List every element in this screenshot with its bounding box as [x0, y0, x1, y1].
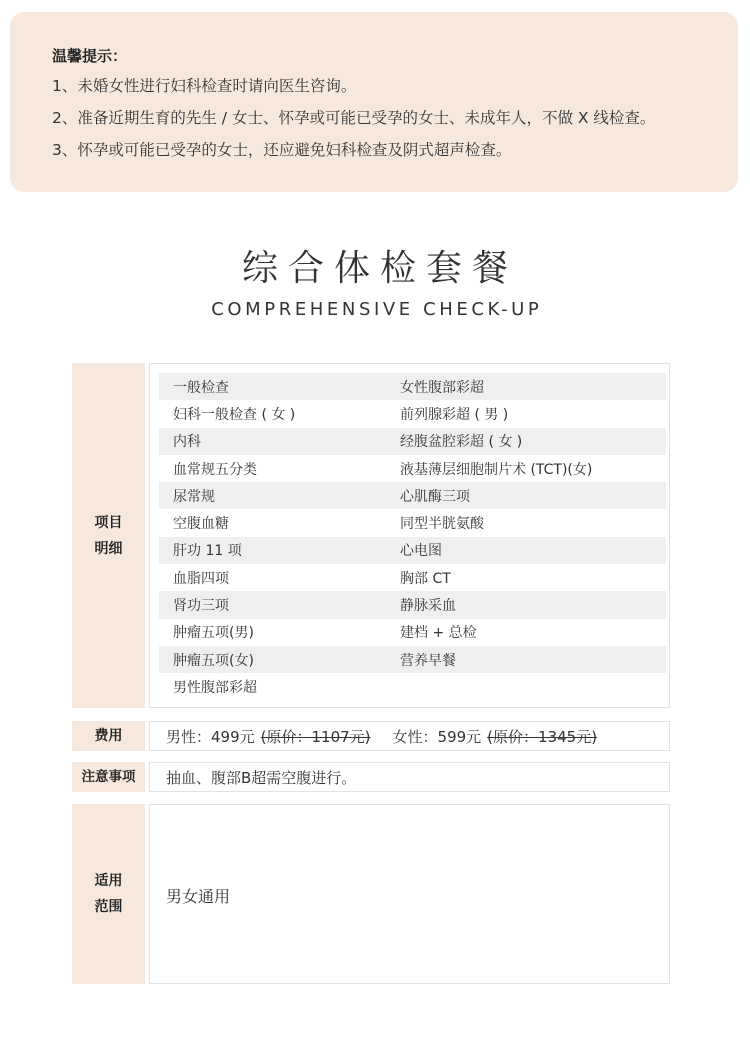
fee-male-original: (原价：1107元) [260, 727, 371, 746]
details-item-right: 营养早餐 [400, 652, 456, 669]
details-item-right: 心肌酶三项 [400, 488, 470, 505]
details-row [159, 509, 666, 536]
details-item-left: 内科 [173, 434, 201, 451]
details-item-left: 肝功 11 项 [173, 543, 242, 560]
notice-box [10, 12, 738, 192]
details-item-left: 肿瘤五项(男) [173, 625, 254, 642]
details-item-left: 肾功三项 [173, 598, 229, 615]
details-item-right: 液基薄层细胞制片术 (TCT)(女) [400, 461, 593, 478]
details-row [159, 428, 666, 455]
scope-label [72, 804, 145, 984]
page-title: 综合体检套餐 [241, 248, 518, 289]
details-item-left: 妇科一般检查 ( 女 ) [173, 406, 296, 423]
notes-label-text: 注意事项 [81, 769, 136, 785]
details-grid [159, 373, 666, 701]
scope-text: 男女通用 [166, 887, 231, 906]
details-label [72, 363, 145, 708]
fee-text [166, 722, 597, 750]
details-row [159, 400, 666, 427]
scope-cell [149, 804, 670, 984]
details-item-right: 静脉采血 [400, 598, 456, 615]
details-item-left: 一般检查 [173, 379, 229, 396]
details-row [159, 673, 666, 700]
details-item-right: 心电图 [400, 543, 442, 560]
details-row [159, 591, 666, 618]
fee-label [72, 721, 145, 751]
details-item-left: 肿瘤五项(女) [173, 652, 254, 669]
notice-line-1: 1、未婚女性进行妇科检查时请向医生咨询。 [52, 77, 357, 95]
fee-female-original: (原价：1345元) [487, 727, 598, 746]
details-item-right: 女性腹部彩超 [400, 379, 484, 396]
details-item-left: 血常规五分类 [173, 461, 257, 478]
details-row [159, 537, 666, 564]
fee-female-price: 女性：599元 [392, 727, 482, 746]
details-item-left: 男性腹部彩超 [173, 679, 257, 696]
details-item-left: 尿常规 [173, 488, 215, 505]
details-row [159, 482, 666, 509]
notice-line-3: 3、怀孕或可能已受孕的女士，还应避免妇科检查及阴式超声检查。 [52, 141, 512, 159]
details-item-left: 血脂四项 [173, 570, 229, 587]
page-subtitle: COMPREHENSIVE CHECK-UP [211, 299, 543, 320]
notes-cell [149, 762, 670, 792]
details-label-line1: 项目 [94, 514, 123, 531]
notes-text: 抽血、腹部B超需空腹进行。 [166, 768, 357, 787]
details-item-left: 空腹血糖 [173, 516, 229, 533]
fee-cell [149, 721, 670, 751]
fee-male-price: 男性：499元 [166, 727, 255, 746]
notice-line-2: 2、准备近期生育的先生 / 女士、怀孕或可能已受孕的女士、未成年人，不做 X 线检查。 [52, 109, 656, 127]
details-row [159, 455, 666, 482]
details-row [159, 619, 666, 646]
notes-label [72, 762, 145, 792]
details-row [159, 373, 666, 400]
fee-label-text: 费用 [94, 728, 123, 744]
details-row [159, 646, 666, 673]
details-item-right: 前列腺彩超 ( 男 ) [400, 406, 509, 423]
scope-label-line1: 适用 [94, 873, 123, 889]
details-label-line2: 明细 [94, 540, 123, 557]
details-item-right: 同型半胱氨酸 [400, 516, 484, 533]
scope-label-line2: 范围 [94, 899, 123, 915]
details-item-right: 胸部 CT [400, 570, 451, 587]
details-item-right: 经腹盆腔彩超 ( 女 ) [400, 434, 523, 451]
details-table [149, 363, 670, 708]
details-item-right: 建档 + 总检 [400, 625, 477, 642]
notice-title: 温馨提示： [52, 47, 128, 65]
details-row [159, 564, 666, 591]
